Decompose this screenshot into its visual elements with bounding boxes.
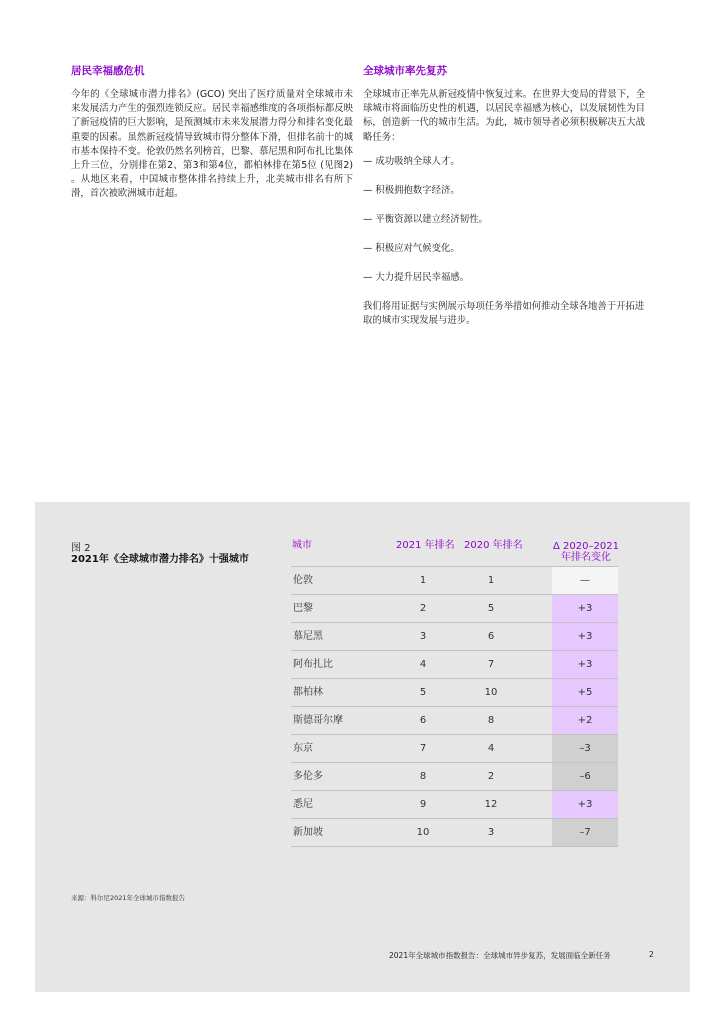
rank-change: +3 xyxy=(552,791,618,818)
closing-paragraph: 我们将用证据与实例展示每项任务举措如何推动全球各地善于开拓进取的城市实现发展与进步。 xyxy=(363,300,645,327)
city-name: 东京 xyxy=(293,743,313,754)
page-number: 2 xyxy=(649,950,654,959)
rank-2021: 3 xyxy=(419,631,427,642)
header-rank-2021: 2021 年排名 xyxy=(396,540,455,551)
rank-2020: 4 xyxy=(487,743,495,754)
strategy-item: — 积极拥抱数字经济。 xyxy=(363,184,460,196)
rank-change: +3 xyxy=(552,651,618,678)
rank-2021: 2 xyxy=(419,603,427,614)
rank-2020: 6 xyxy=(487,631,495,642)
rank-2021: 9 xyxy=(419,799,427,810)
recovery-intro: 全球城市正率先从新冠疫情中恢复过来。在世界大变局的背景下，全球城市将面临历史性的机遇，以居民幸福感为核心，以发展韧性为目标，创造新一代的城市生活。为此，城市领导者必须积极解决五大战略任务： xyxy=(363,89,645,143)
rank-2021: 7 xyxy=(419,743,427,754)
header-rank-2020: 2020 年排名 xyxy=(464,540,523,551)
figure-panel xyxy=(35,502,690,992)
table-row xyxy=(291,762,618,790)
rank-2021: 4 xyxy=(419,659,427,670)
table-row xyxy=(291,678,618,706)
rank-2021: 6 xyxy=(419,715,427,726)
city-name: 新加坡 xyxy=(293,827,323,838)
strategy-item: — 大力提升居民幸福感。 xyxy=(363,271,470,283)
figure-title: 2021年《全球城市潜力排名》十强城市 xyxy=(71,554,249,565)
table-row xyxy=(291,650,618,678)
rank-change: +5 xyxy=(552,679,618,706)
city-name: 巴黎 xyxy=(293,603,313,614)
rank-change: — xyxy=(552,567,618,594)
rank-change: –3 xyxy=(552,735,618,762)
table-row xyxy=(291,594,618,622)
strategy-item: — 成功吸纳全球人才。 xyxy=(363,155,460,167)
rank-change: +2 xyxy=(552,707,618,734)
table-row xyxy=(291,566,618,594)
city-name: 阿布扎比 xyxy=(293,659,333,670)
rank-2020: 12 xyxy=(484,799,498,810)
rank-2020: 10 xyxy=(484,687,498,698)
table-row xyxy=(291,706,618,734)
ranking-table xyxy=(291,538,618,847)
rank-2021: 8 xyxy=(419,771,427,782)
strategy-list xyxy=(363,155,645,285)
table-row xyxy=(291,734,618,762)
rank-change: –7 xyxy=(552,819,618,846)
section-heading-recovery: 全球城市率先复苏 xyxy=(363,65,447,77)
header-city: 城市 xyxy=(292,540,312,551)
wellbeing-paragraph: 今年的《全球城市潜力排名》(GCO) 突出了医疗质量对全球城市未来发展活力产生的强烈连锁反应。居民幸福感维度的各项指标都反映了新冠疫情的巨大影响，是预测城市未来发展潜力得分和排名变化最重要的因素。虽然新冠疫情导致城市得分整体下滑，但排名前十的城市基本保持不变。伦敦仍然名列榜首，巴黎、慕尼黑和阿布扎比集体上升三位，分别排在第2、第3和第4位，都柏林排在第5位 (见图2) 。从地区来看，中国城市整体排名持续上升，北美城市排名有所下滑，首次被欧洲城市赶超。 xyxy=(71,89,353,200)
rank-2021: 10 xyxy=(416,827,430,838)
city-name: 都柏林 xyxy=(293,687,323,698)
rank-2020: 5 xyxy=(487,603,495,614)
rank-2021: 5 xyxy=(419,687,427,698)
rank-2021: 1 xyxy=(419,575,427,586)
rank-change: –6 xyxy=(552,763,618,790)
strategy-item: — 平衡资源以建立经济韧性。 xyxy=(363,213,488,225)
table-row xyxy=(291,818,618,847)
left-column xyxy=(71,64,353,202)
rank-2020: 7 xyxy=(487,659,495,670)
figure-number: 图 2 xyxy=(71,543,91,554)
city-name: 多伦多 xyxy=(293,771,323,782)
rank-change: +3 xyxy=(552,595,618,622)
rank-2020: 1 xyxy=(487,575,495,586)
strategy-item: — 积极应对气候变化。 xyxy=(363,242,460,254)
city-name: 斯德哥尔摩 xyxy=(293,715,343,726)
rank-2020: 8 xyxy=(487,715,495,726)
rank-2020: 2 xyxy=(487,771,495,782)
city-name: 慕尼黑 xyxy=(293,631,323,642)
header-rank-change: Δ 2020–2021 年排名变化 xyxy=(553,541,619,563)
rank-2020: 3 xyxy=(487,827,495,838)
section-heading-wellbeing: 居民幸福感危机 xyxy=(71,65,145,77)
right-column xyxy=(363,64,645,328)
table-row xyxy=(291,622,618,650)
rank-change: +3 xyxy=(552,623,618,650)
table-row xyxy=(291,790,618,818)
figure-source: 来源：科尔尼2021年全球城市指数报告 xyxy=(71,894,186,902)
page-footer: 2021年全球城市指数报告：全球城市异步复苏，发展面临全新任务 xyxy=(389,951,611,960)
city-name: 悉尼 xyxy=(293,799,313,810)
city-name: 伦敦 xyxy=(293,575,313,586)
table-header xyxy=(291,538,618,566)
